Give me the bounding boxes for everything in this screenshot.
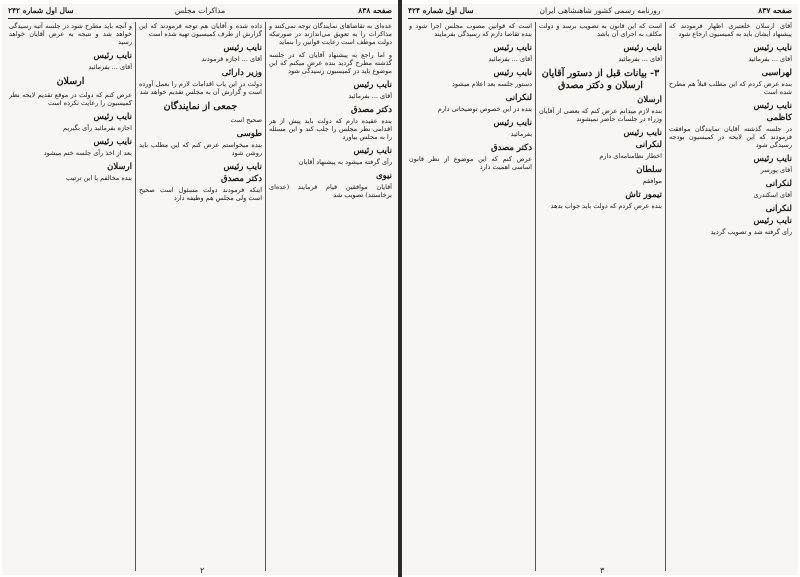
speaker-name: دکتر مصدق <box>490 143 532 153</box>
text-column <box>269 22 392 571</box>
paragraph: داده شده و آقایان هم توجه فرمودند که این گزارش از طرف کمیسیون تهیه شده است <box>139 22 262 38</box>
speaker-name: ارسلان <box>107 162 132 172</box>
speaker-name: نایب رئیس <box>623 128 662 138</box>
paragraph: عرض کنم که دولت در موقع تقدیم لایحه نظر کمیسیون را رعایت نکرده است <box>9 91 132 107</box>
speaker-name: نایب رئیس <box>753 101 792 111</box>
paragraph: اخطار نظامنامه‌ای دارم <box>599 152 662 160</box>
paragraph: بنده عرض کردم که دولت باید جواب بدهد <box>550 202 662 210</box>
column-divider <box>135 22 136 571</box>
speaker-name: تیمور تاش <box>625 190 662 200</box>
paragraph: رأی گرفته شد و تصویب گردید <box>710 228 792 236</box>
speaker-name: نایب رئیس <box>623 43 662 53</box>
speaker-name: لنکرانی <box>505 93 532 103</box>
speaker-name: وزیر دارائی <box>221 68 262 78</box>
paragraph: بعد از اخذ رأی جلسه ختم میشود <box>43 149 132 157</box>
paragraph: بنده لازم میدانم عرض کنم که بعضی از آقایان وزراء در جلسات حاضر نمیشوند <box>539 107 662 123</box>
paragraph: است که این قانون به تصویب برسد و دولت مکلف به اجرای آن باشد <box>539 22 662 38</box>
paragraph: آقایان موافقین قیام فرمایند (عده‌ای برخاستند) تصویب شد <box>269 183 392 199</box>
speaker-name: لنکرانی <box>765 179 792 189</box>
speaker-name: نایب رئیس <box>353 80 392 90</box>
speaker-name: نیوی <box>376 171 392 181</box>
paragraph: آقای ... بفرمائید <box>488 55 532 63</box>
paragraph: بنده در این خصوص توضیحاتی دارم <box>437 105 532 113</box>
column-divider <box>535 22 536 571</box>
paragraph: آقای ... بفرمائید <box>88 63 132 71</box>
section-heading: جمعی از نمایندگان <box>163 101 238 112</box>
paragraph: آقای ... بفرمائید <box>748 55 792 63</box>
right-newspaper-page <box>402 4 798 575</box>
paragraph: موافقم <box>642 177 662 185</box>
text-columns <box>8 22 392 571</box>
text-column <box>9 22 132 571</box>
paragraph: آقای ارسلان خلعتبری اظهار فرمودند که پیشنهاد ایشان باید به کمیسیون ارجاع شود <box>669 22 792 38</box>
paragraph: بنده عرض کردم که این مطلب قبلاً هم مطرح شده است <box>669 80 792 96</box>
paragraph: آقای اسکندری <box>753 191 792 199</box>
speaker-name: نایب رئیس <box>753 154 792 164</box>
paragraph: دستور جلسه بعد اعلام میشود <box>452 80 532 88</box>
issue-label: سال اول شماره ۲۴۲ <box>8 6 74 15</box>
paragraph: بنده میخواستم عرض کنم که این مطلب باید روشن شود <box>139 141 262 157</box>
text-column <box>539 22 662 571</box>
paragraph: در جلسه گذشته آقایان نمایندگان موافقت فرمودند که این لایحه در کمیسیون بودجه رسیدگی شود <box>669 125 792 149</box>
section-heading: ارسلان <box>56 76 85 87</box>
speaker-name: نایب رئیس <box>223 162 262 172</box>
speaker-name: نایب رئیس <box>93 51 132 61</box>
speaker-name: لهراسبی <box>761 68 792 78</box>
speaker-name: نایب رئیس <box>93 137 132 147</box>
section-title: روزنامه رسمی کشور شاهنشاهی ایران <box>539 6 661 15</box>
column-divider <box>665 22 666 571</box>
speaker-name: طوسی <box>236 129 262 139</box>
speaker-name: نایب رئیس <box>753 216 792 226</box>
page-header <box>8 4 392 19</box>
text-column <box>409 22 532 571</box>
paragraph: است که قوانین مصوب مجلس اجرا شود و بنده تقاضا دارم که رسیدگی بفرمایند <box>409 22 532 38</box>
speaker-name: دکتر مصدق <box>350 105 392 115</box>
left-newspaper-page <box>2 4 398 575</box>
speaker-name: نایب رئیس <box>493 118 532 128</box>
speaker-name: سلطان <box>636 165 662 175</box>
footer-page-number: ۳ <box>600 566 605 575</box>
paragraph: و آنچه باید مطرح شود در جلسه آتیه رسیدگی خواهد شد و نتیجه به عرض آقایان خواهد رسید <box>9 22 132 46</box>
paragraph: آقای ... اجازه فرمودند <box>201 55 262 63</box>
text-column <box>139 22 262 571</box>
speaker-name: لنکرانی <box>635 140 662 150</box>
paragraph: آقای پورسر <box>760 166 792 174</box>
paragraph: صحیح است <box>230 116 262 124</box>
speaker-name: نایب رئیس <box>353 146 392 156</box>
paragraph: آقای ... بفرمائید <box>618 55 662 63</box>
section-title: مذاکرات مجلس <box>174 6 226 15</box>
text-columns <box>408 22 792 571</box>
column-divider <box>265 22 266 571</box>
footer-page-number: ۲ <box>200 566 205 575</box>
speaker-name: نایب رئیس <box>223 43 262 53</box>
paragraph: بفرمائید <box>510 130 532 138</box>
paragraph: عده‌ای به تقاضاهای نمایندگان توجه نمی‌کنند و مذاکرات را به تعویق می‌اندازند در صورتیکه دولت موظف است رعایت قوانین را بنماید <box>269 22 392 46</box>
speaker-name: نایب رئیس <box>493 68 532 78</box>
section-heading: ۳- بیانات قبل از دستور آقایان ارسلان و دکتر مصدق <box>541 68 660 91</box>
paragraph: دولت در این باب اقدامات لازم را بعمل آورده است و گزارش آن به مجلس تقدیم خواهد شد <box>139 80 262 96</box>
paragraph: اینکه فرمودند دولت مسئول است صحیح است ولی مجلس هم وظیفه دارد <box>139 186 262 202</box>
page-number-label: صفحه ۸۳۸ <box>358 6 392 15</box>
paragraph: و اما راجع به پیشنهاد آقایان که در جلسه گذشته مطرح گردید بنده عرض میکنم که این موضوع باید در کمیسیون رسیدگی شود <box>269 51 392 75</box>
speaker-name: ارسلان <box>637 95 662 105</box>
paragraph: اجازه بفرمائید رأی بگیریم <box>63 124 132 132</box>
speaker-name: لنکرانی <box>765 204 792 214</box>
text-column <box>669 22 792 571</box>
paragraph: آقای ... بفرمائید <box>348 92 392 100</box>
page-header <box>408 4 792 19</box>
paragraph: بنده عقیده دارم که دولت باید پیش از هر اقدامی نظر مجلس را جلب کند و این مسئله را به مجلس بیاورد <box>269 117 392 141</box>
page-number-label: صفحه ۸۳۷ <box>758 6 792 15</box>
paragraph: بنده مخالفم با این ترتیب <box>65 174 132 182</box>
issue-label: سال اول شماره ۴۲۴ <box>408 6 474 15</box>
speaker-name: نایب رئیس <box>753 43 792 53</box>
speaker-name: نایب رئیس <box>493 43 532 53</box>
speaker-name: نایب رئیس <box>93 112 132 122</box>
paragraph: رأی گرفته میشود به پیشنهاد آقایان <box>298 158 392 166</box>
paragraph: عرض کنم که این موضوع از نظر قانون اساسی اهمیت دارد <box>409 155 532 171</box>
speaker-name: کاظمی <box>766 113 792 123</box>
speaker-name: دکتر مصدق <box>220 174 262 184</box>
